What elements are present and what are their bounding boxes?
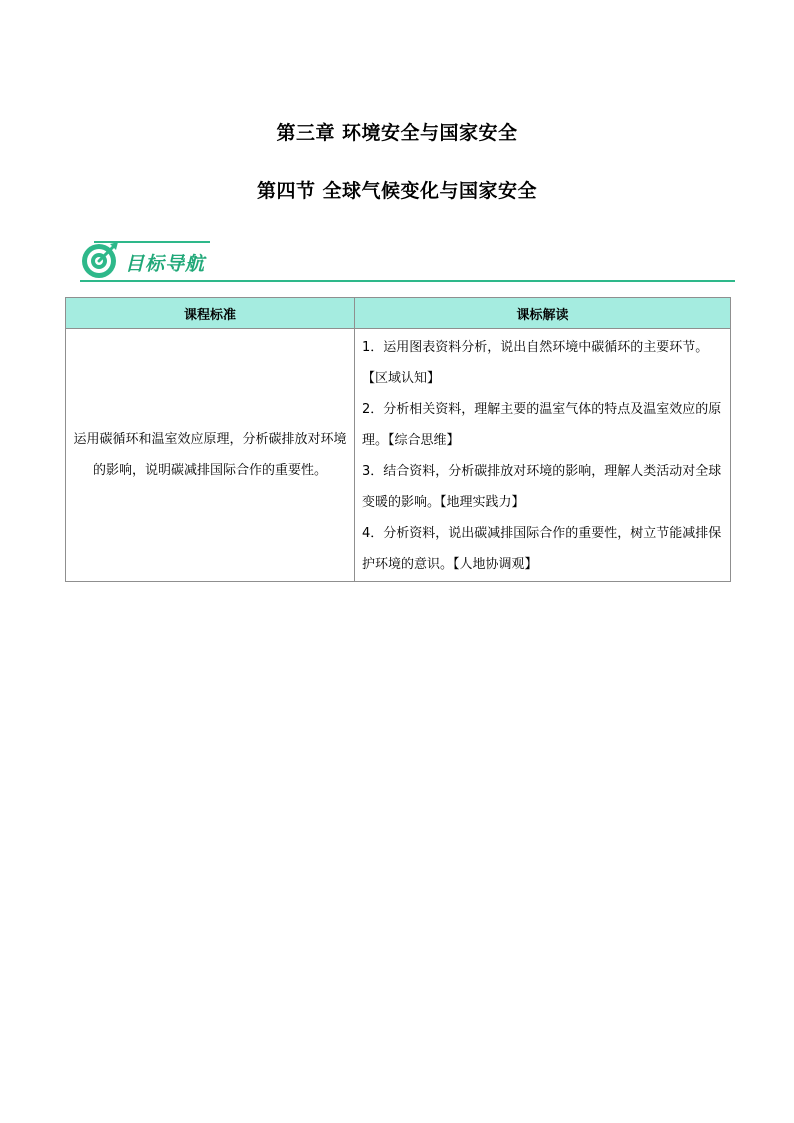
interpretation-cell bbox=[355, 329, 731, 582]
target-arrow-icon bbox=[80, 240, 120, 280]
banner-underline bbox=[80, 280, 735, 282]
interpretation-item: 3．结合资料，分析碳排放对环境的影响，理解人类活动对全球变暖的影响。【地理实践力】 bbox=[362, 464, 722, 510]
chapter-title: 第三章 环境安全与国家安全 bbox=[276, 122, 518, 144]
header-curriculum-standard: 课程标准 bbox=[66, 298, 355, 329]
section-title: 第四节 全球气候变化与国家安全 bbox=[256, 180, 538, 202]
goal-navigation-banner bbox=[80, 238, 735, 284]
curriculum-standard-cell: 运用碳循环和温室效应原理，分析碳排放对环境的影响，说明碳减排国际合作的重要性。 bbox=[66, 329, 355, 582]
header-standard-interpretation: 课标解读 bbox=[355, 298, 731, 329]
interpretation-item: 2．分析相关资料，理解主要的温室气体的特点及温室效应的原理。【综合思维】 bbox=[362, 402, 722, 448]
interpretation-item: 1．运用图表资料分析，说出自然环境中碳循环的主要环节。【区域认知】 bbox=[362, 340, 709, 386]
interpretation-item: 4．分析资料，说出碳减排国际合作的重要性，树立节能减排保护环境的意识。【人地协调观】 bbox=[362, 526, 722, 572]
table-header-row bbox=[66, 298, 731, 329]
table-row bbox=[66, 329, 731, 582]
banner-label: 目标导航 bbox=[125, 253, 206, 275]
curriculum-table bbox=[65, 297, 731, 582]
